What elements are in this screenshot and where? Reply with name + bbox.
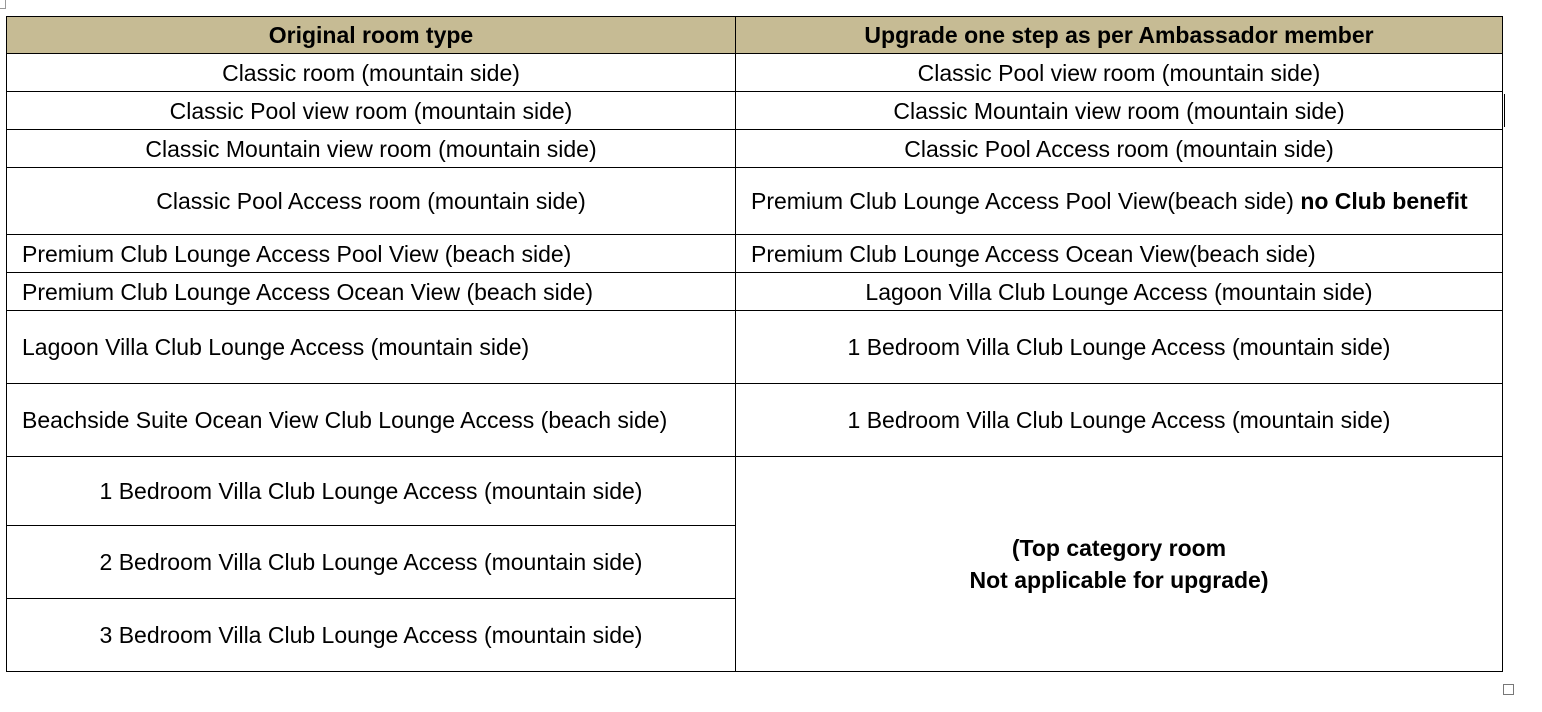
original-cell: Premium Club Lounge Access Ocean View (beach side) [7,273,736,311]
header-original-room-type: Original room type [7,17,736,54]
table-row [7,168,1503,235]
table-row [7,92,1503,130]
table-row [7,130,1503,168]
table-row [7,235,1503,273]
top-category-note-line2: Not applicable for upgrade) [969,567,1269,593]
upgrade-cell: Classic Mountain view room (mountain side) [736,92,1503,130]
upgrade-cell: 1 Bedroom Villa Club Lounge Access (mountain side) [736,311,1503,384]
table-row [7,54,1503,92]
header-row [7,17,1503,54]
upgrade-cell: Lagoon Villa Club Lounge Access (mountain side) [736,273,1503,311]
original-cell: Beachside Suite Ocean View Club Lounge Access (beach side) [7,384,736,457]
text-cursor [1504,94,1505,127]
room-upgrade-table-container [6,16,1502,672]
no-club-benefit-note: no Club benefit [1300,188,1468,214]
upgrade-cell: 1 Bedroom Villa Club Lounge Access (mountain side) [736,384,1503,457]
original-cell: 2 Bedroom Villa Club Lounge Access (mountain side) [7,526,736,599]
upgrade-cell [736,168,1503,235]
original-cell: 3 Bedroom Villa Club Lounge Access (mountain side) [7,599,736,672]
upgrade-cell: Premium Club Lounge Access Ocean View(beach side) [736,235,1503,273]
original-cell: Premium Club Lounge Access Pool View (beach side) [7,235,736,273]
upgrade-cell: Classic Pool view room (mountain side) [736,54,1503,92]
original-cell: Classic Pool Access room (mountain side) [7,168,736,235]
original-cell: Classic room (mountain side) [7,54,736,92]
table-row [7,311,1503,384]
header-upgrade-one-step: Upgrade one step as per Ambassador member [736,17,1503,54]
table-resize-handle[interactable] [1503,684,1514,695]
corner-mark [0,0,6,9]
original-cell: Classic Pool view room (mountain side) [7,92,736,130]
original-cell: 1 Bedroom Villa Club Lounge Access (mountain side) [7,457,736,526]
table-row [7,273,1503,311]
original-cell: Lagoon Villa Club Lounge Access (mountain side) [7,311,736,384]
room-upgrade-table [6,16,1503,672]
top-category-note [736,457,1503,672]
upgrade-text: Premium Club Lounge Access Pool View(beach side) [751,188,1301,214]
table-row [7,457,1503,526]
upgrade-cell: Classic Pool Access room (mountain side) [736,130,1503,168]
table-row [7,384,1503,457]
top-category-note-line1: (Top category room [1011,535,1227,561]
original-cell: Classic Mountain view room (mountain side) [7,130,736,168]
